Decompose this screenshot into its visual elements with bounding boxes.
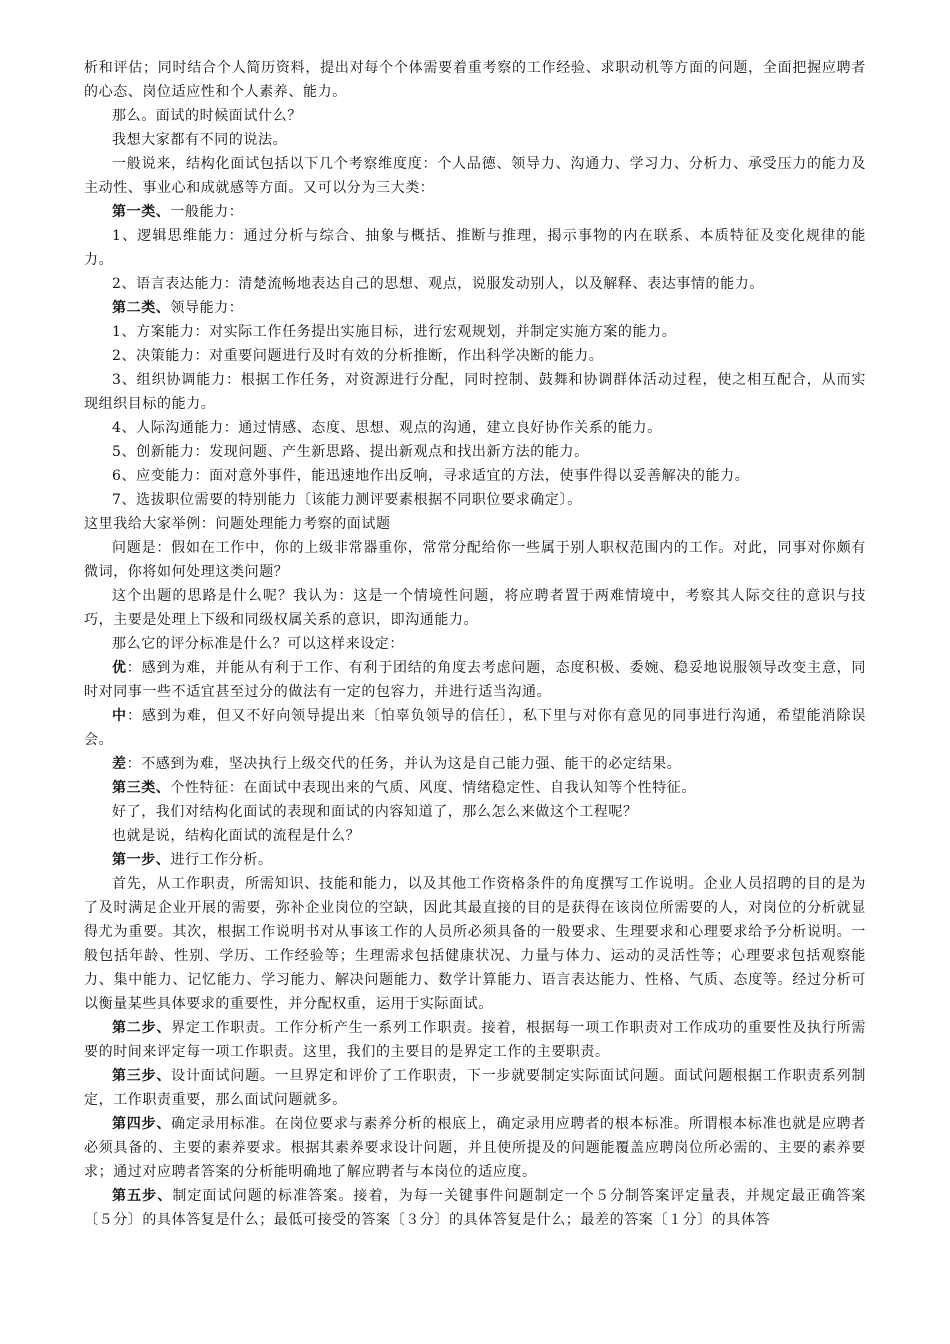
list-item: 3、组织协调能力：根据工作任务，对资源进行分配，同时控制、鼓舞和协调群体活动过程，使之相互配合，从而实现组织目标的能力。 — [84, 372, 866, 412]
example-intro: 这里我给大家举例：问题处理能力考察的面试题 — [84, 516, 391, 532]
paragraph: 那么它的评分标准是什么？可以这样来设定： — [112, 636, 404, 652]
grade-text: ：感到为难，并能从有利于工作、有利于团结的角度去考虑问题，态度积极、委婉、稳妥地说服领导改变主意，同时对同事一些不适宜甚至过分的做法有一定的包容力，并进行适当沟通。 — [84, 660, 866, 700]
step-heading — [84, 848, 866, 872]
list-item: 6、应变能力：面对意外事件，能迅速地作出反响，寻求适宜的方法，使事件得以妥善解决的能力。 — [112, 468, 750, 484]
step-paragraph — [84, 1112, 866, 1184]
grade-bad — [84, 752, 866, 776]
grade-text: ：不感到为难，坚决执行上级交代的任务，并认为这是自己能力强、能干的必定结果。 — [126, 756, 682, 772]
category-heading — [84, 200, 866, 224]
paragraph: 这个出题的思路是什么呢？我认为：这是一个情境性问题，将应聘者置于两难情境中，考察其人际交往的意识与技巧，主要是处理上下级和同级权属关系的意识，即沟通能力。 — [84, 588, 866, 628]
step-label: 第三步、 — [112, 1068, 172, 1084]
category-text: 领导能力： — [170, 300, 244, 316]
category-label: 第三类、 — [112, 780, 171, 796]
grade-mid — [84, 704, 866, 752]
document-page — [84, 56, 866, 1232]
list-item: 2、语言表达能力：清楚流畅地表达自己的思想、观点，说服发动别人，以及解释、表达事情的能力。 — [112, 276, 764, 292]
step-text: 进行工作分析。 — [170, 852, 273, 868]
step-paragraph — [84, 1064, 866, 1112]
category-heading — [84, 776, 866, 800]
paragraph: 好了，我们对结构化面试的表现和面试的内容知道了，那么怎么来做这个工程呢？ — [112, 804, 638, 820]
paragraph: 析和评估；同时结合个人简历资料，提出对每个个体需要着重考察的工作经验、求职动机等方面的问题，全面把握应聘者的心态、岗位适应性和个人素养、能力。 — [84, 60, 866, 100]
list-item: 5、创新能力：发现问题、产生新思路、提出新观点和找出新方法的能力。 — [112, 444, 589, 460]
paragraph: 首先，从工作职责，所需知识、技能和能力，以及其他工作资格条件的角度撰写工作说明。企业人员招聘的目的是为了及时满足企业开展的需要，弥补企业岗位的空缺，因此其最直接的目的是获得在该岗位所需要的人，对岗位的分析就显得尤为重要。其次，根据工作说明书对从事该工作的人员所必须具备的一般要求、生理要求和心理要求给予分析说明。一般包括年龄、性别、学历、工作经验等；生理需求包括健康状况、力量与体力、运动的灵活性等；心理要求包括观察能力、集中能力、记忆能力、学习能力、解决问题能力、数学计算能力、语言表达能力、性格、气质、态度等。经过分析可以衡量某些具体要求的重要性，并分配权重，运用于实际面试。 — [84, 876, 866, 1012]
step-text: 界定工作职责。工作分析产生一系列工作职责。接着，根据每一项工作职责对工作成功的重要性及执行所需要的时间来评定每一项工作职责。这里，我们的主要目的是界定工作的主要职责。 — [84, 1020, 866, 1060]
paragraph: 也就是说，结构化面试的流程是什么？ — [112, 828, 361, 844]
list-item: 4、人际沟通能力：通过情感、态度、思想、观点的沟通，建立良好协作关系的能力。 — [112, 420, 662, 436]
step-text: 制定面试问题的标准答案。接着，为每一关键事件问题制定一个５分制答案评定量表，并规定最正确答案〔５分〕的具体答复是什么；最低可接受的答案〔３分〕的具体答复是什么；最差的答案〔１分〕的具体答 — [84, 1188, 866, 1228]
grade-good — [84, 656, 866, 704]
paragraph: 问题是：假如在工作中，你的上级非常器重你，常常分配给你一些属于别人职权范围内的工作。对此，同事对你颇有微词，你将如何处理这类问题？ — [84, 540, 866, 580]
category-label: 第二类、 — [112, 300, 171, 316]
step-text: 设计面试问题。一旦界定和评价了工作职责，下一步就要制定实际面试问题。面试问题根据工作职责系列制定，工作职责重要，那么面试问题就多。 — [84, 1068, 866, 1108]
step-label: 第五步、 — [112, 1188, 173, 1204]
step-label: 第一步、 — [112, 852, 171, 868]
step-text: 确定录用标准。在岗位要求与素养分析的根底上，确定录用应聘者的根本标准。所谓根本标准也就是应聘者必须具备的、主要的素养要求。根据其素养要求设计问题，并且使所提及的问题能覆盖应聘岗位所必需的、主要的素养要求；通过对应聘者答案的分析能明确地了解应聘者与本岗位的适应度。 — [84, 1116, 866, 1180]
paragraph: 一般说来，结构化面试包括以下几个考察维度度：个人品德、领导力、沟通力、学习力、分析力、承受压力的能力及主动性、事业心和成就感等方面。又可以分为三大类： — [84, 156, 866, 196]
step-label: 第二步、 — [112, 1020, 172, 1036]
paragraph: 我想大家都有不同的说法。 — [112, 132, 288, 148]
step-paragraph — [84, 1184, 866, 1232]
list-item: 2、决策能力：对重要问题进行及时有效的分析推断，作出科学决断的能力。 — [112, 348, 604, 364]
list-item: 1、逻辑思维能力：通过分析与综合、抽象与概括、推断与推理，揭示事物的内在联系、本质特征及变化规律的能力。 — [84, 228, 866, 268]
category-heading — [84, 296, 866, 320]
grade-text: ：感到为难，但又不好向领导提出来〔怕辜负领导的信任〕，私下里与对你有意见的同事进行沟通，希望能消除误会。 — [84, 708, 866, 748]
step-label: 第四步、 — [112, 1116, 172, 1132]
category-text: 一般能力： — [170, 204, 244, 220]
category-text: 个性特征：在面试中表现出来的气质、风度、情绪稳定性、自我认知等个性特征。 — [170, 780, 697, 796]
paragraph: 那么。面试的时候面试什么？ — [112, 108, 302, 124]
grade-label: 优 — [112, 660, 127, 676]
grade-label: 差 — [112, 756, 127, 772]
step-paragraph — [84, 1016, 866, 1064]
grade-label: 中 — [112, 708, 127, 724]
list-item: 7、选拔职位需要的特别能力〔该能力测评要素根据不同职位要求确定〕。 — [112, 492, 582, 508]
list-item: 1、方案能力：对实际工作任务提出实施目标，进行宏观规划，并制定实施方案的能力。 — [112, 324, 677, 340]
category-label: 第一类、 — [112, 204, 171, 220]
